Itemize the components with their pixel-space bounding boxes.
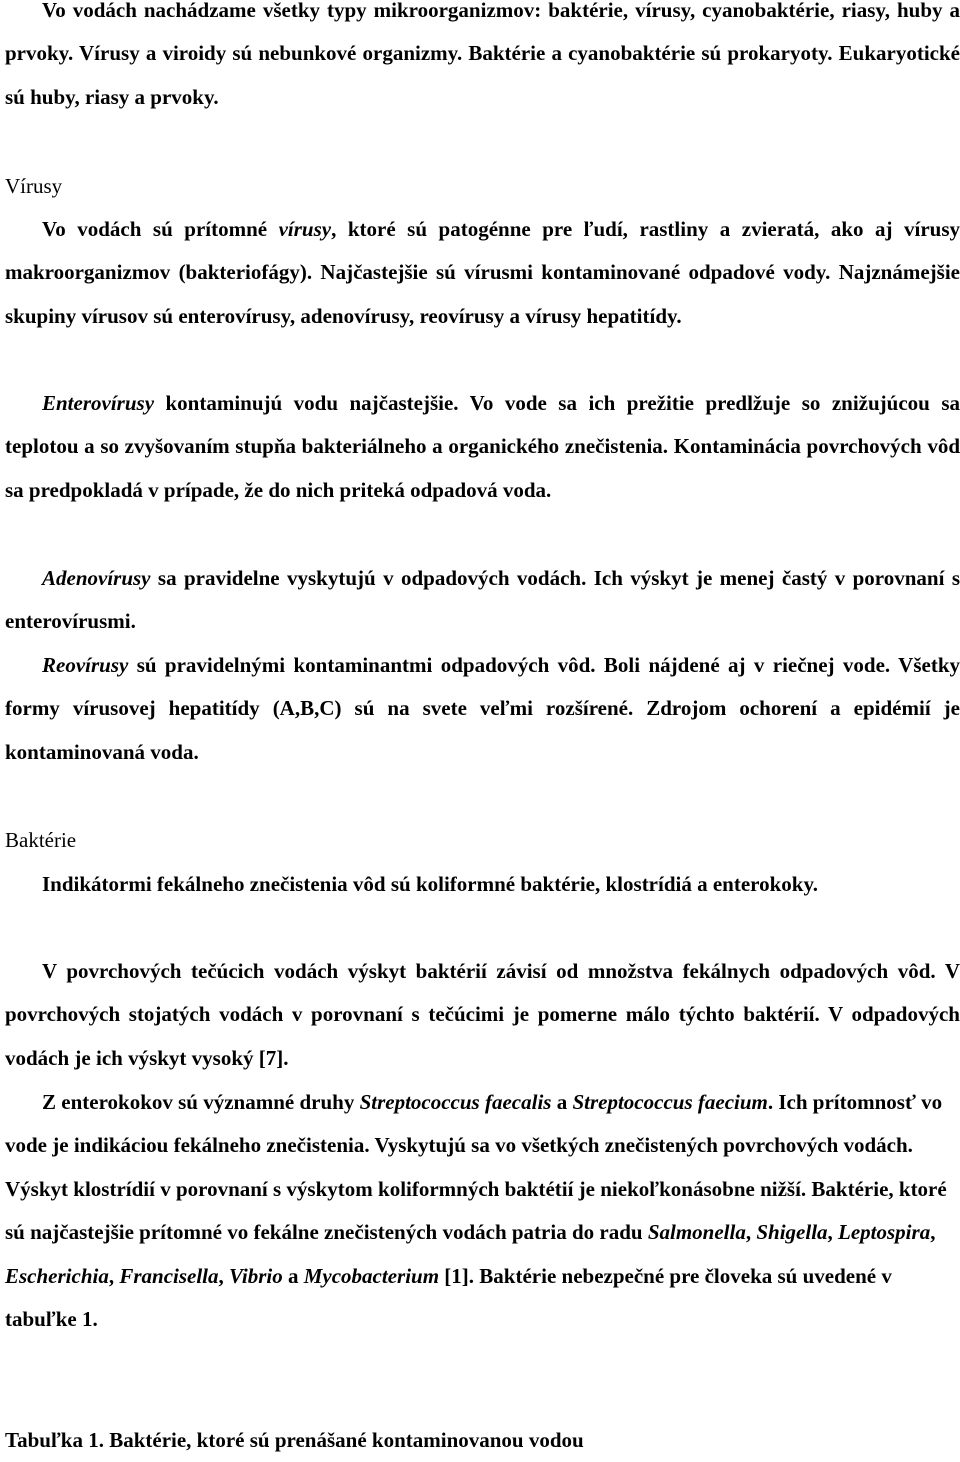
viruses-paragraph-2: Enterovírusy kontaminujú vodu najčastejšie. Vo vode sa ich prežitie predlžuje so znižujúcou sa teplotou a so zvyšovaním stupňa bakteriálneho a organického znečistenia. Kontaminácia povrchových vôd sa predpokladá v prípade, že do nich priteká odpadová voda. — [5, 391, 960, 502]
heading-bacteria: Baktérie — [5, 828, 77, 852]
bacteria-paragraph-2: V povrchových tečúcich vodách výskyt baktérií závisí od množstva fekálnych odpadových vôd. V povrchových stojatých vodách v porovnaní s tečúcimi je pomerne málo týchto baktérií. V odpadových vodách je ich výskyt vysoký [7]. — [5, 959, 960, 1070]
viruses-paragraph-4: Reovírusy sú pravidelnými kontaminantmi odpadových vôd. Boli nájdené aj v riečnej vode. Všetky formy vírusovej hepatitídy (A,B,C) sú na svete veľmi rozšírené. Zdrojom ochorení a epidémií je kontaminovaná voda. — [5, 653, 960, 764]
table-caption: Tabuľka 1. Baktérie, ktoré sú prenášané kontaminovanou vodou — [5, 1428, 584, 1452]
bacteria-paragraph-3: Z enterokokov sú významné druhy Streptococcus faecalis a Streptococcus faecium. Ich prítomnosť vo vode je indikáciou fekálneho znečistenia. Vyskytujú sa vo všetkých znečistených povrchových vodách. Výskyt klostrídií v porovnaní s výskytom koliformných baktétií je niekoľkonásobne nižší. Baktérie, ktoré sú najčastejšie prítomné vo fekálne znečistených vodách patria do radu Salmonella, Shigella, Leptospira, Escherichia, Francisella, Vibrio a Mycobacterium [1]. Baktérie nebezpečné pre človeka sú uvedené v tabuľke 1. — [5, 1090, 947, 1332]
viruses-paragraph-1: Vo vodách sú prítomné vírusy, ktoré sú patogénne pre ľudí, rastliny a zvieratá, ako aj vírusy makroorganizmov (bakteriofágy). Najčastejšie sú vírusmi kontaminované odpadové vody. Najznámejšie skupiny vírusov sú enterovírusy, adenovírusy, reovírusy a vírusy hepatitídy. — [5, 217, 960, 328]
viruses-paragraph-3: Adenovírusy sa pravidelne vyskytujú v odpadových vodách. Ich výskyt je menej častý v porovnaní s enterovírusmi. — [5, 566, 960, 634]
heading-viruses: Vírusy — [5, 174, 63, 198]
intro-paragraph: Vo vodách nachádzame všetky typy mikroorganizmov: baktérie, vírusy, cyanobaktérie, riasy, huby a prvoky. Vírusy a viroidy sú nebunkové organizmy. Baktérie a cyanobaktérie sú prokaryoty. Eukaryotické sú huby, riasy a prvoky. — [5, 0, 960, 109]
bacteria-paragraph-1: Indikátormi fekálneho znečistenia vôd sú koliformné baktérie, klostrídiá a enterokoky. — [42, 872, 819, 896]
